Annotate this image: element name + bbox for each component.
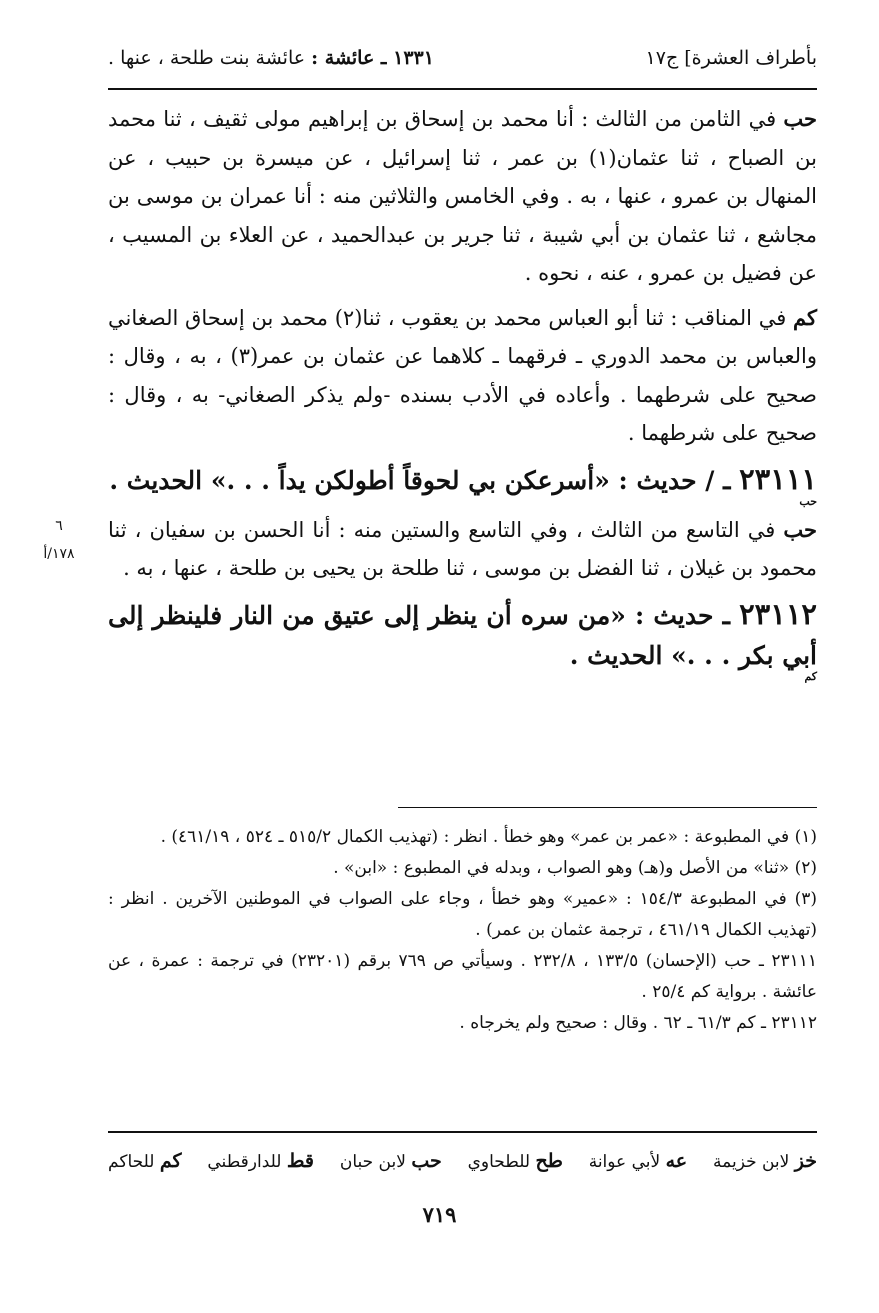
abbreviation-code: كم xyxy=(159,1150,182,1172)
source-abbr: حب xyxy=(783,106,817,131)
abbreviation-code: حب xyxy=(411,1150,442,1172)
abbreviation-item xyxy=(589,1146,687,1177)
abbreviation-code: طح xyxy=(535,1150,563,1172)
header-book-title: بأطراف العشرة] ج١٧ xyxy=(645,47,817,69)
abbreviation-code: عه xyxy=(665,1150,688,1172)
abbreviation-meaning: للحاكم xyxy=(108,1152,155,1172)
footnote: (٣) في المطبوعة ١٥٤/٣ : «عمير» وهو خطأ ، وجاء على الصواب في الموطنين الآخرين . انظر : (تهذيب الكمال ٤٦١/١٩ ، ترجمة عثمان بن عمر) . xyxy=(108,889,817,940)
footnote: ٢٣١١٢ ـ كم ٦١/٣ ـ ٦٢ . وقال : صحيح ولم يخرجاه . xyxy=(459,1013,817,1033)
abbreviation-meaning: للطحاوي xyxy=(467,1152,531,1172)
paragraph xyxy=(108,299,817,453)
paragraph-text: في التاسع من الثالث ، وفي التاسع والستين منه : أنا الحسن بن سفيان ، ثنا محمود بن غيلان ، ثنا الفضل بن موسى ، ثنا طلحة بن يحيى بن طلحة ، عنها ، به . xyxy=(108,517,817,580)
footnotes xyxy=(108,822,817,1039)
abbreviation-meaning: للدارقطني xyxy=(207,1152,282,1172)
hadith-source-abbr: كم xyxy=(804,669,817,683)
margin-line: ١٧٨/أ xyxy=(43,546,75,562)
abbreviations-key xyxy=(108,1146,817,1177)
hadith-heading xyxy=(108,459,817,507)
header-section-title: عائشة بنت طلحة ، عنها . xyxy=(108,47,312,69)
paragraph xyxy=(108,100,817,293)
main-text xyxy=(108,100,817,686)
hadith-source-abbr: حب xyxy=(799,494,817,508)
source-abbr: كم xyxy=(793,304,817,330)
abbreviation-meaning: لأبي عوانة xyxy=(588,1152,661,1172)
abbreviation-meaning: لابن خزيمة xyxy=(713,1152,790,1172)
page-number: ٧١٩ xyxy=(422,1202,457,1227)
footnote: (١) في المطبوعة : «عمر بن عمر» وهو خطأ . انظر : (تهذيب الكمال ٥١٥/٢ ـ ٥٢٤ ، ٤٦١/١٩) . xyxy=(160,827,817,847)
hadith-number: ٢٣١١١ xyxy=(739,461,817,496)
abbreviation-item xyxy=(468,1146,563,1177)
abbreviations-rule xyxy=(108,1131,817,1133)
abbreviation-item xyxy=(713,1146,817,1177)
abbreviation-code: خز xyxy=(794,1150,817,1172)
hadith-heading xyxy=(108,594,817,682)
source-abbr: حب xyxy=(783,516,817,542)
header-section xyxy=(108,47,434,69)
header-section-number: ١٣٣١ ـ عائشة : xyxy=(311,47,434,69)
hadith-title: ـ حديث : «من سره أن ينظر إلى عتيق من النار فلينظر إلى أبي بكر . . .» الحديث . xyxy=(108,600,817,670)
margin-reference xyxy=(24,512,94,568)
hadith-number: ٢٣١١٢ xyxy=(739,596,817,631)
abbreviation-meaning: لابن حبان xyxy=(339,1152,406,1172)
paragraph-text: في المناقب : ثنا أبو العباس محمد بن يعقوب ، ثنا(٢) محمد بن إسحاق الصغاني والعباس بن محمد الدوري ـ فرقهما ـ كلاهما عن عثمان بن عمر(٣) ، به ، وقال : صحيح على شرطهما . وأعاده في الأدب بسنده -ولم يذكر الصغاني- به ، وقال : صحيح على شرطهما . xyxy=(108,305,818,445)
abbreviation-item xyxy=(207,1146,314,1177)
abbreviation-item xyxy=(340,1146,442,1177)
paragraph-text: في الثامن من الثالث : أنا محمد بن إسحاق بن إبراهيم مولى ثقيف ، ثنا محمد بن الصباح ، ثنا عثمان(١) بن عمر ، ثنا إسرائيل ، عن ميسرة بن حبيب ، عن المنهال بن عمرو ، عنها ، به . وفي الخامس والثلاثين منه : أنا عمران بن موسى بن مجاشع ، ثنا عثمان بن أبي شيبة ، ثنا جرير بن عبدالحميد ، عن العلاء بن المسيب ، عن فضيل بن عمرو ، عنه ، نحوه . xyxy=(108,107,817,285)
running-header xyxy=(108,38,817,78)
margin-line: ٦ xyxy=(55,518,63,534)
footnote: ٢٣١١١ ـ حب (الإحسان) ١٣٣/٥ ، ٢٣٢/٨ . وسيأتي ص ٧٦٩ برقم (٢٣٢٠١) في ترجمة : عمرة ، عن عائشة . برواية كم ٢٥/٤ . xyxy=(108,951,817,1002)
header-rule xyxy=(108,88,817,90)
paragraph xyxy=(108,511,817,588)
abbreviation-item xyxy=(108,1146,181,1177)
footnote: (٢) «ثنا» من الأصل و(هـ) وهو الصواب ، وبدله في المطبوع : «ابن» . xyxy=(333,858,817,878)
footnote-rule xyxy=(398,807,817,808)
hadith-title: ـ / حديث : «أسرعكن بي لحوقاً أطولكن يداً . . .» الحديث . xyxy=(109,465,740,495)
abbreviation-code: قط xyxy=(286,1150,314,1172)
